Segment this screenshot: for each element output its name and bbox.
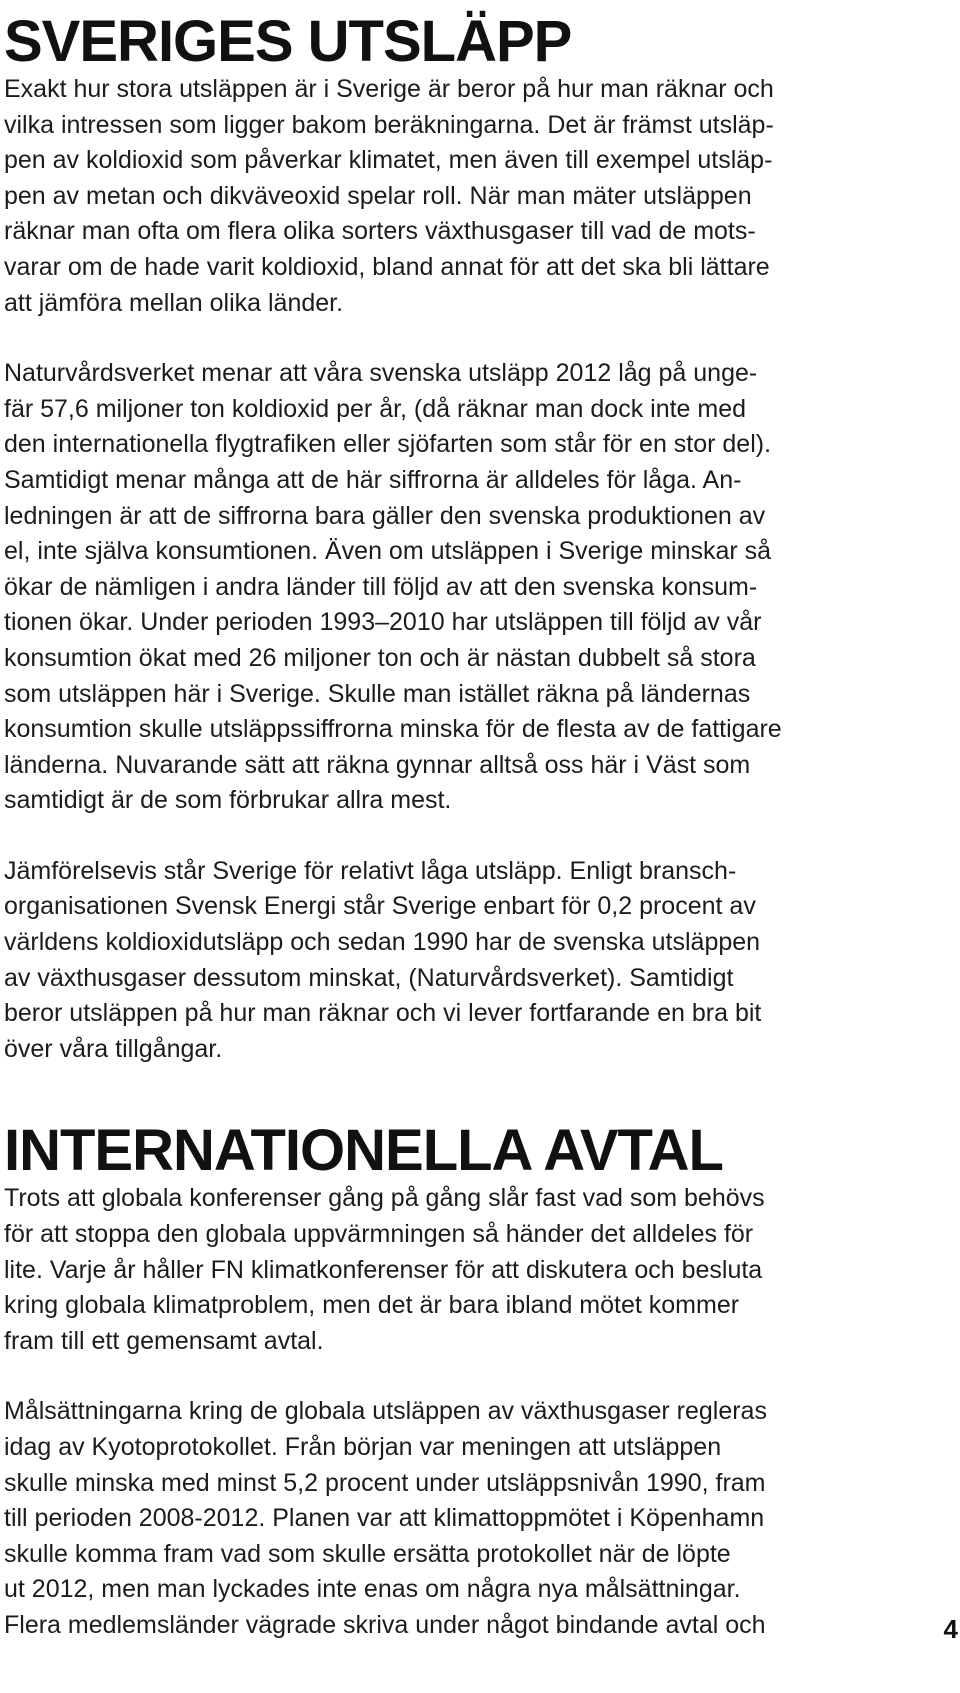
text-line: idag av Kyotoprotokollet. Från början var meningen att utsläppen (4, 1433, 722, 1461)
text-line: konsumtion ökat med 26 miljoner ton och är nästan dubbelt så stora (4, 643, 756, 672)
paragraph-1 (4, 72, 940, 321)
text-line: den internationella flygtrafiken eller sjöfarten som står för en stor del). (4, 430, 772, 459)
text-line: ledningen är att de siffrorna bara gäller den svenska produktionen av (4, 501, 766, 530)
text-line: av växthusgaser dessutom minskat, (Naturvårdsverket). Samtidigt (4, 963, 734, 992)
text-line: beror utsläppen på hur man räknar och vi lever fortfarande en bra bit (4, 999, 762, 1028)
text-line: samtidigt är de som förbrukar allra mest. (4, 786, 452, 815)
text-line: räknar man ofta om flera olika sorters växthusgaser till vad de mots- (4, 217, 756, 246)
paragraph-spacer (4, 321, 940, 356)
text-line: Samtidigt menar många att de här siffrorna är alldeles för låga. An- (4, 465, 742, 494)
text-line: Naturvårdsverket menar att våra svenska utsläpp 2012 låg på unge- (4, 359, 758, 388)
text-line: Exakt hur stora utsläppen är i Sverige är beror på hur man räknar och (4, 75, 774, 103)
text-line: Målsättningarna kring de globala utsläppen av växthusgaser regleras (4, 1397, 767, 1426)
paragraph-5 (4, 1394, 940, 1643)
section-spacer (4, 1067, 940, 1121)
text-line: pen av koldioxid som påverkar klimatet, men även till exempel utsläp- (4, 146, 773, 175)
text-line: ökar de nämligen i andra länder till följd av att den svenska konsum- (4, 572, 758, 601)
text-line: pen av metan och dikväveoxid spelar roll. När man mäter utsläppen (4, 181, 752, 210)
text-line: varar om de hade varit koldioxid, bland annat för att det ska bli lättare (4, 252, 770, 281)
text-line: Trots att globala konferenser gång på gång slår fast vad som behövs (4, 1184, 765, 1213)
text-line: skulle komma fram vad som skulle ersätta protokollet när de löpte (4, 1539, 731, 1568)
text-line: el, inte själva konsumtionen. Även om utsläppen i Sverige minskar så (4, 537, 772, 566)
text-line: som utsläppen här i Sverige. Skulle man istället räkna på ländernas (4, 679, 751, 708)
paragraph-4 (4, 1181, 940, 1359)
page-number: 4 (943, 1614, 958, 1644)
text-line: fär 57,6 miljoner ton koldioxid per år, (då räknar man dock inte med (4, 394, 747, 423)
paragraph-2 (4, 356, 940, 819)
text-line: länderna. Nuvarande sätt att räkna gynnar alltså oss här i Väst som (4, 750, 751, 779)
text-line: till perioden 2008-2012. Planen var att klimattoppmötet i Köpenhamn (4, 1504, 765, 1533)
text-line: ut 2012, men man lyckades inte enas om några nya målsättningar. (4, 1575, 741, 1604)
text-line: Flera medlemsländer vägrade skriva under något bindande avtal och (4, 1610, 766, 1639)
text-line: skulle minska med minst 5,2 procent under utsläppsnivån 1990, fram (4, 1468, 766, 1497)
text-line: för att stoppa den globala uppvärmningen så händer det alldeles för (4, 1220, 754, 1249)
section-heading-internationella-avtal: INTERNATIONELLA AVTAL (4, 1118, 723, 1184)
text-line: kring globala klimatproblem, men det är bara ibland mötet kommer (4, 1291, 740, 1320)
text-line: fram till ett gemensamt avtal. (4, 1326, 324, 1355)
text-line: konsumtion skulle utsläppssiffrorna minska för de flesta av de fattigare (4, 715, 782, 744)
text-line: vilka intressen som ligger bakom beräkningarna. Det är främst utsläp- (4, 110, 774, 139)
text-line: lite. Varje år håller FN klimatkonferenser för att diskutera och besluta (4, 1255, 763, 1284)
paragraph-spacer (4, 1359, 940, 1394)
text-line: organisationen Svensk Energi står Sverige enbart för 0,2 procent av (4, 892, 756, 921)
paragraph-3 (4, 854, 940, 1068)
text-line: Jämförelsevis står Sverige för relativt låga utsläpp. Enligt bransch- (4, 856, 737, 885)
text-line: tionen ökar. Under perioden 1993–2010 har utsläppen till följd av vår (4, 608, 762, 637)
text-line: världens koldioxidutsläpp och sedan 1990 har de svenska utsläppen (4, 928, 761, 957)
document-page (4, 0, 940, 1644)
paragraph-spacer (4, 819, 940, 854)
text-line: över våra tillgångar. (4, 1034, 223, 1063)
section-heading-sveriges-utslapp: SVERIGES UTSLÄPP (4, 9, 572, 74)
text-line: att jämföra mellan olika länder. (4, 288, 344, 317)
